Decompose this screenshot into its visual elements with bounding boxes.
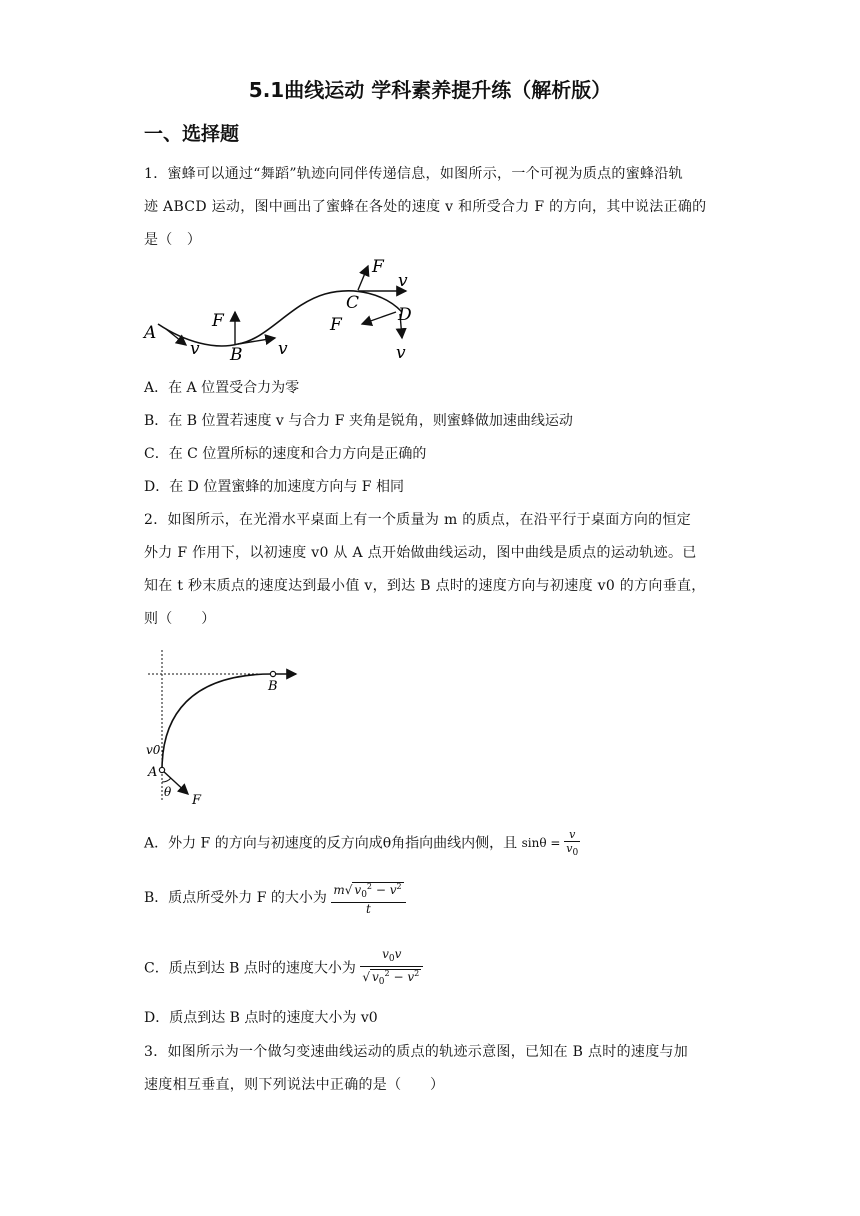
q2-option-c [144,948,718,989]
fraction-v-over-v0: $\frac{v}{v_0}$ [566,827,579,858]
label-f-c: F [372,257,384,277]
c-force-arrow [358,266,368,290]
label-a: A [144,323,157,343]
speed-formula: $\frac{v_0v}{√ v_0^2 - v^2}$ [360,948,423,989]
trajectory-curve [158,291,402,346]
q2-line-3: 知在 t 秒末质点的速度达到最小值 v，到达 B 点时的速度方向与初速度 v0 的方向垂直， [144,578,706,594]
label-c: C [346,293,360,313]
q2-option-b-text: B．质点所受外力 F 的大小为 [144,890,327,906]
label-f-d: F [330,315,342,335]
label-d: D [398,305,412,325]
label-f-b: F [212,311,224,331]
trajectory-curve [162,674,272,770]
q1-line-2: 迹 ABCD 运动，图中画出了蜜蜂在各处的速度 v 和所受合力 F 的方向，其中说法正确的 [144,199,707,215]
q2-option-a [144,827,718,861]
label-v-c: v [398,271,408,291]
q2-line-4: 则（ ） [144,611,216,627]
label-f: F [192,793,202,808]
q1-option-b: B．在 B 位置若速度 v 与合力 F 夹角是锐角，则蜜蜂做加速曲线运动 [144,413,573,429]
label-v-b: v [278,339,288,359]
q1-option-a: A．在 A 位置受合力为零 [144,380,300,396]
section-heading: 一、选择题 [144,123,240,145]
point-b [270,671,275,676]
q2-line-1: 2．如图所示，在光滑水平桌面上有一个质量为 m 的质点，在沿平行于桌面方向的恒定 [144,512,692,528]
label-b: B [230,345,243,365]
label-a: A [148,765,158,780]
label-v-a: v [190,339,200,359]
q1-option-c: C．在 C 位置所标的速度和合力方向是正确的 [144,446,427,462]
label-theta: θ [164,785,172,799]
force-formula: $\frac{m√ v_0^2 - v^2}{t}$ [331,880,405,916]
theta-arc [162,778,171,782]
q3-line-1: 3．如图所示为一个做匀变速曲线运动的质点的轨迹示意图，已知在 B 点时的速度与加 [144,1044,689,1060]
q1-line-1: 1．蜜蜂可以通过“舞蹈”轨迹向同伴传递信息，如图所示，一个可视为质点的蜜蜂沿轨 [144,166,683,182]
sin-theta-label: sinθ = [521,836,561,850]
q2-option-c-text: C．质点到达 B 点时的速度大小为 [144,960,356,977]
q2-option-a-text: A．外力 F 的方向与初速度的反方向成θ角指向曲线内侧，且 [144,835,518,852]
q1-line-3: 是（ ） [144,232,202,248]
q3-line-2: 速度相互垂直，则下列说法中正确的是（ ） [144,1077,445,1093]
d-force-arrow [362,312,396,324]
q2-option-a-formula [522,827,581,860]
q2-option-d: D．质点到达 B 点时的速度大小为 v0 [144,1010,378,1026]
label-v-d: v [396,343,406,363]
point-a [159,767,164,772]
label-v0: v0 [146,743,161,757]
particle-trajectory-figure [140,646,310,810]
document-title: 5.1曲线运动 学科素养提升练（解析版） [248,78,612,102]
q2-option-b [144,880,718,916]
bee-trajectory-figure [140,254,430,366]
label-b: B [268,679,278,694]
q2-line-2: 外力 F 作用下，以初速度 v0 从 A 点开始做曲线运动，图中曲线是质点的运动轨迹。已 [144,545,697,561]
q1-option-d: D．在 D 位置蜜蜂的加速度方向与 F 相同 [144,479,404,495]
b-velocity-arrow [238,338,275,344]
